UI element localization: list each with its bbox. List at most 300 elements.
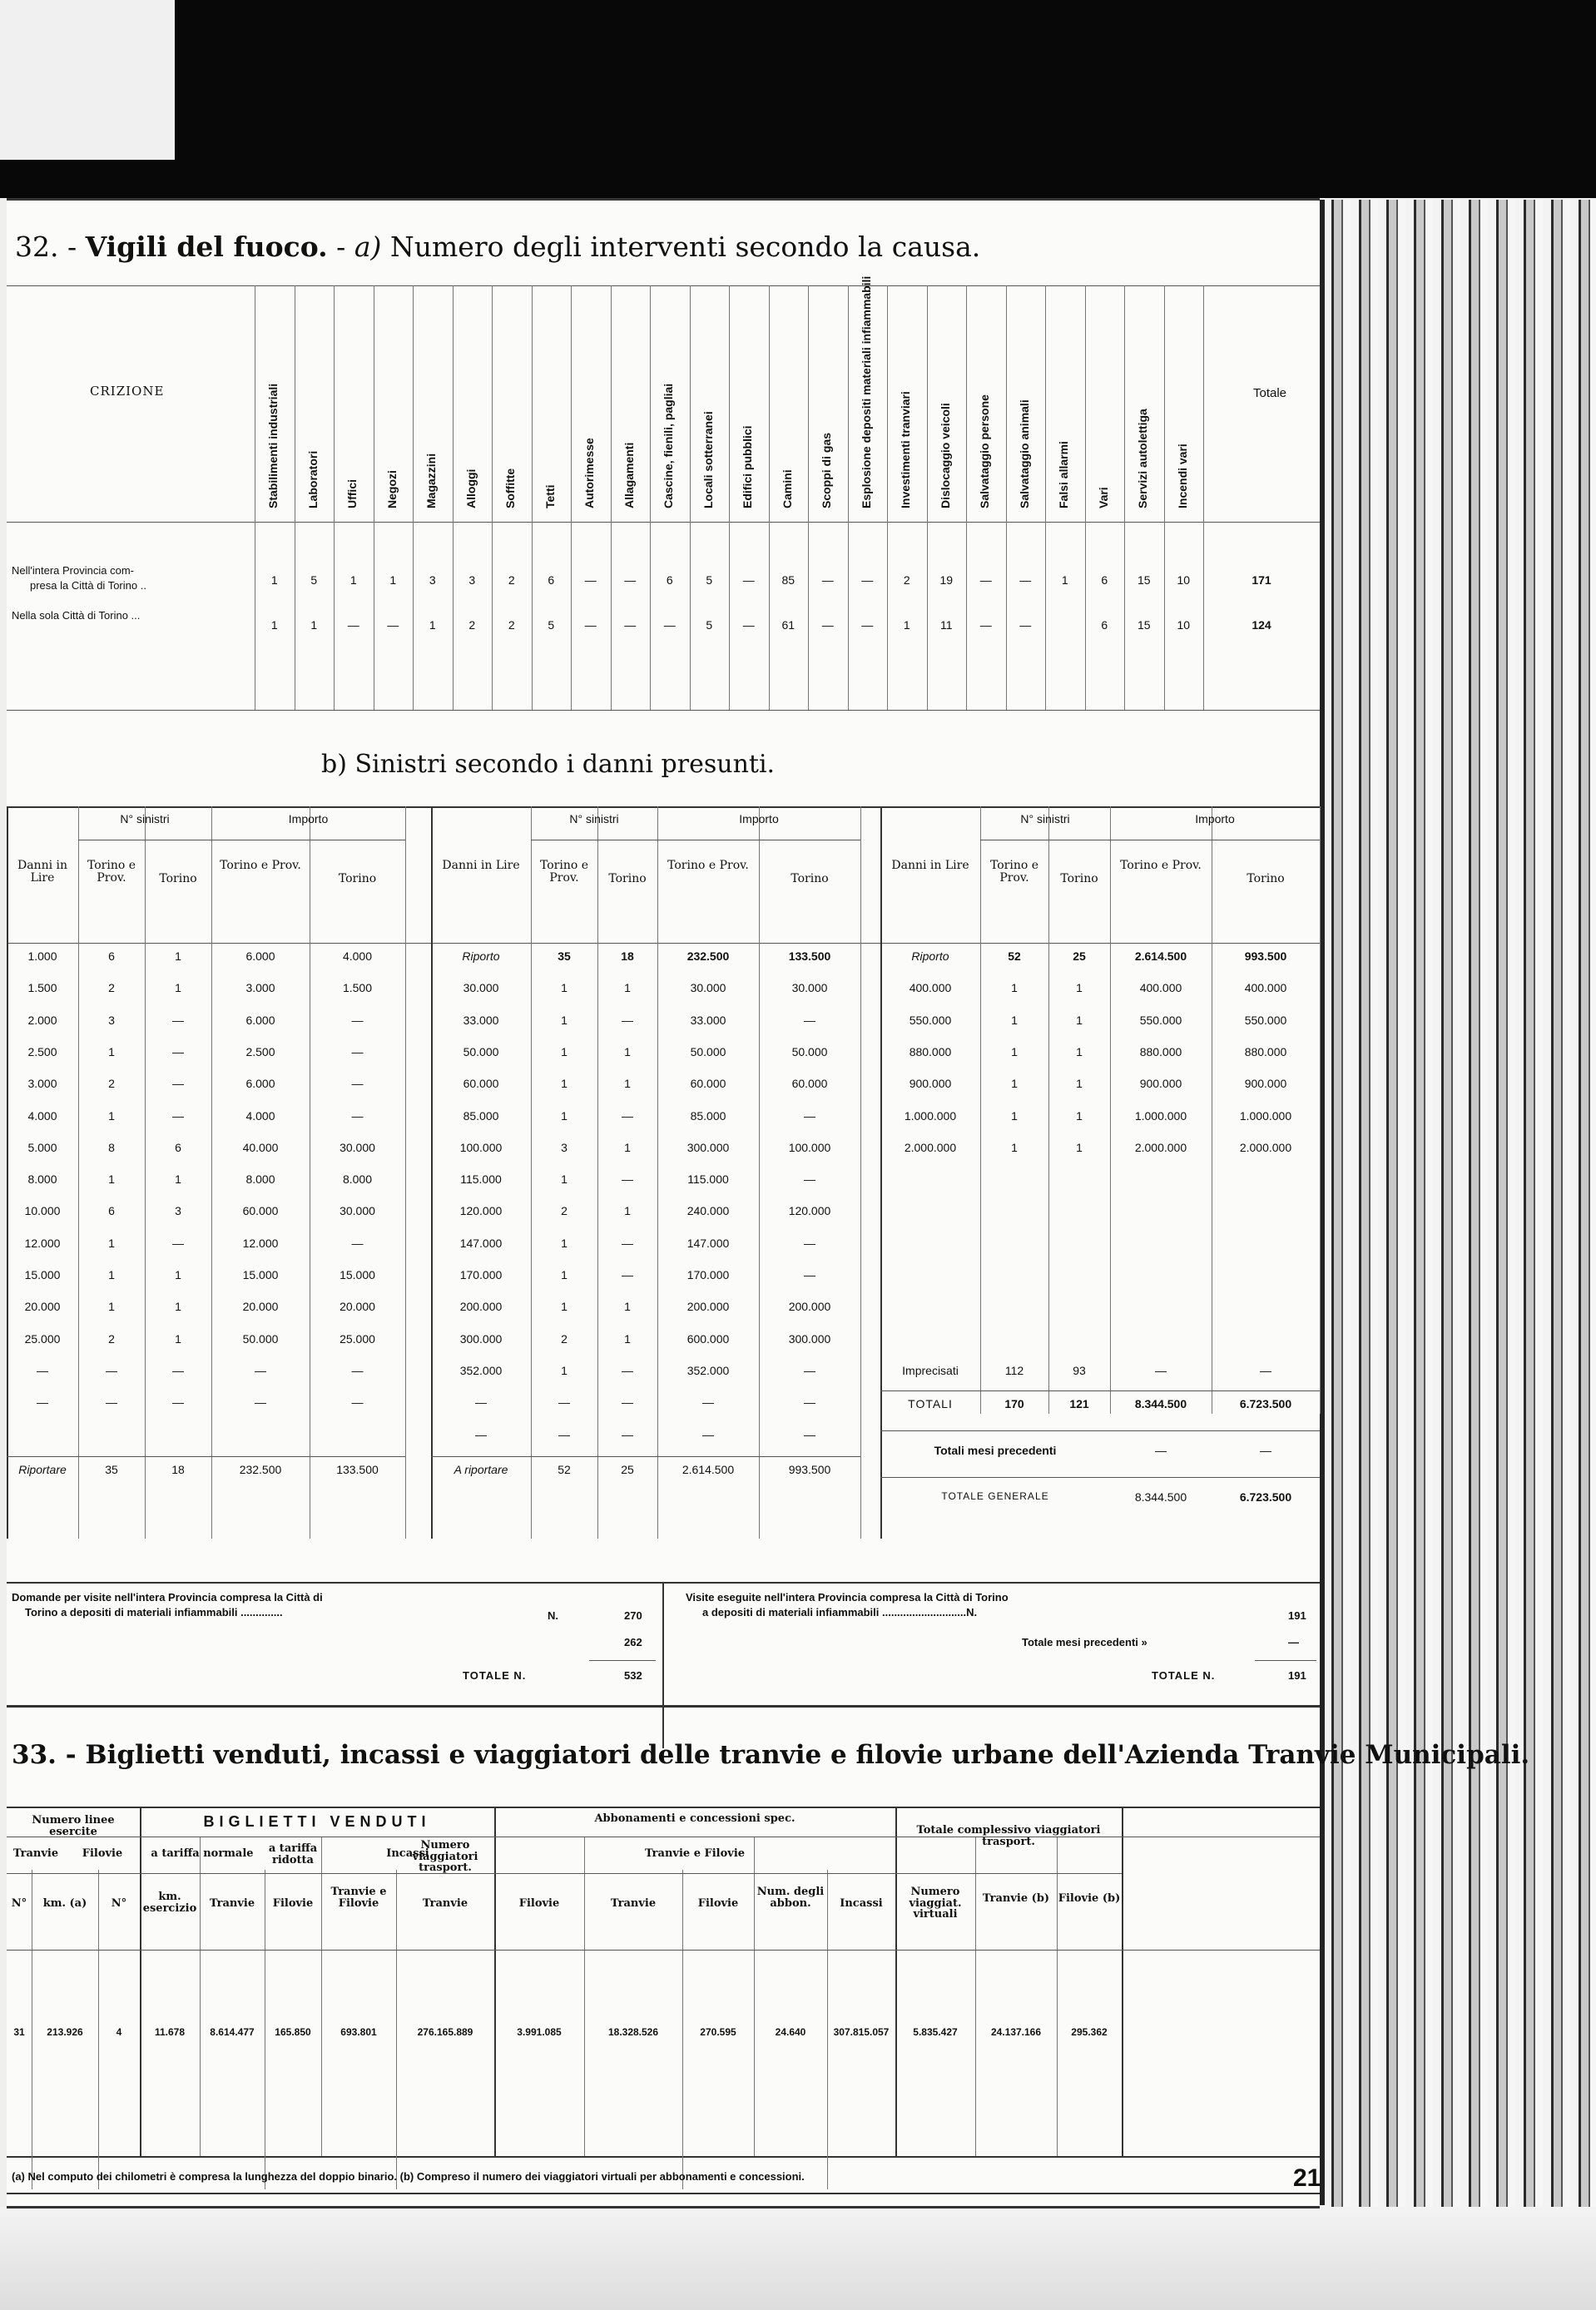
table-b-cell: 1	[561, 1236, 568, 1250]
table-b-cell: 170.000	[459, 1268, 503, 1281]
cause-header: Edifici pubblici	[741, 425, 754, 508]
table-b-cell: 352.000	[459, 1363, 503, 1377]
header-torino: Torino	[608, 872, 647, 885]
table-b-cell: 60.000	[242, 1204, 279, 1218]
riporto-cell: 35	[558, 949, 571, 963]
table-b-cell: 1	[175, 1268, 181, 1281]
header-torino: Torino	[1247, 872, 1285, 885]
table-b-cell: 240.000	[686, 1204, 730, 1218]
cause-header: Incendi vari	[1175, 444, 1189, 508]
table-a-col-rule	[532, 285, 533, 710]
table-b-cell: 1	[1011, 1044, 1018, 1058]
imprecisati-cell: 93	[1073, 1363, 1086, 1377]
section32-sub-letter: a)	[354, 231, 382, 263]
header-importo: Importo	[1195, 812, 1235, 825]
table-a-col-rule	[492, 285, 493, 710]
table-a-cell: 11	[939, 618, 953, 632]
cause-header: Cascine, fienili, pagliai	[662, 383, 675, 508]
table-b-cell: 2	[108, 1331, 115, 1346]
table-b-cell: 2	[561, 1331, 568, 1346]
table-a-cell: 15	[1137, 618, 1151, 632]
visits-left-sum-rule	[589, 1660, 656, 1661]
table-a-header-rule	[7, 522, 1320, 523]
foot-rule	[7, 1456, 405, 1457]
riportare-cell: A riportare	[454, 1462, 508, 1476]
table-b-cell: 2	[108, 981, 115, 995]
table-b-cell: 600.000	[686, 1331, 730, 1346]
visits-right-value: 191	[1288, 1609, 1306, 1622]
table-b-cell: —	[351, 1044, 364, 1058]
table-a-col-rule	[1006, 285, 1007, 710]
table-a-cell: —	[387, 618, 399, 632]
table-a-col-rule	[1124, 285, 1125, 710]
totale-gen-label: TOTALE GENERALE	[941, 1490, 1049, 1503]
table-a-col-rule	[334, 285, 335, 710]
header-torino: Torino	[791, 872, 829, 885]
visits-right-line1: Visite eseguite nell'intera Provincia compresa la Città di Torino	[686, 1591, 1009, 1604]
t33-col-rule	[584, 1837, 585, 2156]
table-b-cell: 1	[561, 1044, 568, 1058]
cause-header: Esplosione depositi materiali infiammabili	[859, 275, 873, 508]
table-b-cell: —	[172, 1044, 184, 1058]
visits-right-sum-rule	[1255, 1660, 1316, 1661]
t33-header-tariffa-normale: a tariffa normale	[151, 1847, 254, 1860]
cause-header: Locali sotterranei	[701, 411, 715, 508]
riporto-cell: 993.500	[1244, 949, 1287, 963]
totali-cell: TOTALI	[908, 1397, 953, 1411]
table-a-cell: 1	[1061, 573, 1068, 587]
table-b-cell: —	[172, 1108, 184, 1123]
t33-value-cell: 165.850	[275, 2026, 311, 2038]
table-b-cell: 33.000	[690, 1013, 726, 1027]
table-b-cell: —	[622, 1236, 633, 1250]
table-b-cell: —	[702, 1427, 714, 1441]
table-b-cell: 115.000	[687, 1172, 729, 1187]
table-b-cell: 20.000	[24, 1300, 61, 1314]
table-a-col-rule	[690, 285, 691, 710]
totali-prec-v1: —	[1155, 1444, 1167, 1458]
table-a-cell: 1	[349, 573, 357, 587]
page-bottom-rule	[7, 2193, 1320, 2194]
riporto-cell: 18	[621, 949, 634, 963]
totale-gen-v2: 6.723.500	[1239, 1490, 1292, 1504]
riporto-cell: Riporto	[911, 949, 949, 963]
table-a-col-rule	[927, 285, 928, 710]
table-b-cell: —	[804, 1363, 815, 1377]
table-a-cell: —	[584, 618, 597, 632]
table-b-cell: 1	[1076, 1013, 1083, 1027]
table-b-cell: 6	[108, 949, 115, 963]
section33-title: 33. - Biglietti venduti, incassi e viaggiatori delle tranvie e filovie urbane dell'Azienda Tranvie Municipali.	[12, 1740, 1530, 1770]
table-b-cell: —	[622, 1395, 633, 1410]
totali-prec-label: Totali mesi precedenti	[934, 1444, 1057, 1458]
table-a-cell: 61	[781, 618, 796, 632]
table-b-top-rule	[7, 806, 1320, 808]
t33-col-rule	[1057, 1837, 1058, 2156]
table-b-cell: 1	[108, 1268, 115, 1281]
table-a-cell: —	[663, 618, 676, 632]
table-b-cell: 15.000	[24, 1268, 61, 1281]
totali-prec-v2: —	[1260, 1444, 1271, 1458]
table-a-cell: 6	[1101, 573, 1108, 587]
t33-header-filovie-inc: Filovie	[518, 1897, 560, 1910]
table-b-cell: 8.000	[27, 1172, 57, 1187]
header-nsinistri: N° sinistri	[120, 812, 170, 825]
table-b-cell: 1	[624, 1300, 631, 1314]
table-b-cell: 2.000.000	[1134, 1140, 1187, 1154]
table-b-cell: 4.000	[27, 1108, 57, 1123]
table-b-cell: 1	[561, 1172, 568, 1187]
table-b-cell: 60.000	[690, 1077, 726, 1091]
visits-left-total-value: 532	[624, 1669, 642, 1682]
table-b-cell: 1	[1076, 1108, 1083, 1123]
scan-corner-light	[0, 0, 175, 160]
table-a-cell: 15	[1137, 573, 1151, 587]
riportare-cell: 25	[621, 1462, 634, 1476]
table-b-col-rule	[1320, 806, 1321, 1414]
table-a-col-rule	[650, 285, 651, 710]
scan-bottom-margin	[0, 2207, 1596, 2310]
t33-value-cell: 18.328.526	[607, 2026, 659, 2038]
visits-right-prev-label: Totale mesi precedenti »	[1022, 1636, 1147, 1648]
table-b-cell: —	[622, 1172, 633, 1187]
table-b-cell: 1	[624, 981, 631, 995]
table-b-cell: —	[804, 1427, 815, 1441]
table-b-cell: 40.000	[242, 1140, 279, 1154]
t33-value-cell: 213.926	[47, 2026, 83, 2038]
table-b-cell: 1	[624, 1140, 631, 1154]
t33-header-tranvie-viagg: Tranvie	[610, 1897, 657, 1910]
header-torino-prov: Torino e Prov.	[539, 859, 589, 885]
section32-title	[15, 231, 980, 263]
table-a-col-rule	[808, 285, 809, 710]
table-b-cell: 85.000	[463, 1108, 499, 1123]
table-b-cell: 1	[561, 1013, 568, 1027]
table-a-cell: 1	[903, 618, 910, 632]
table-b-cell: 147.000	[459, 1236, 503, 1250]
table-b-cell: 2	[108, 1077, 115, 1091]
t33-value-cell: 24.137.166	[990, 2026, 1042, 2038]
t33-value-cell: 4	[116, 2026, 122, 2038]
table-b-cell: 550.000	[909, 1013, 952, 1027]
cause-header: Autorimesse	[582, 438, 596, 508]
table-a-col-rule	[769, 285, 770, 710]
table-b-cell: 100.000	[459, 1140, 503, 1154]
riportare-cell: 2.614.500	[682, 1462, 735, 1476]
table-a-cell: —	[584, 573, 597, 587]
t33-value-cell: 270.595	[700, 2026, 736, 2038]
table-b-cell: 1	[624, 1077, 631, 1091]
table-b-cell: 300.000	[686, 1140, 730, 1154]
t33-value-cell: 5.835.427	[913, 2026, 958, 2038]
table-b-cell: —	[255, 1395, 266, 1410]
header-danni: Danni in Lire	[891, 859, 969, 872]
table-b-cell: 300.000	[788, 1331, 831, 1346]
table-b-cell: —	[804, 1172, 815, 1187]
t33-header-num-abbon: Num. degli abbon.	[756, 1886, 825, 1910]
table-b-cell: 6.000	[245, 1077, 275, 1091]
t33-header-tariffa-ridotta: a tariffa ridotta	[268, 1842, 318, 1866]
t33-header-incassi: Incassi	[386, 1847, 429, 1860]
table-b-cell: 880.000	[909, 1044, 952, 1058]
visits-right-total-value: 191	[1288, 1669, 1306, 1682]
table-b-cell: —	[172, 1363, 184, 1377]
table-b-cell: —	[804, 1013, 815, 1027]
foot-rule	[431, 1456, 860, 1457]
cause-header: Allagamenti	[622, 442, 636, 508]
t33-header-incassi-abb: Incassi	[840, 1897, 883, 1910]
table-b-cell: 550.000	[1139, 1013, 1182, 1027]
table-b-cell: 8.000	[245, 1172, 275, 1187]
cause-header: Tetti	[543, 484, 557, 508]
table-a-cell: —	[979, 573, 992, 587]
table-b-cell: 2.500	[245, 1044, 275, 1058]
table-a-cell: 1	[270, 618, 278, 632]
section32-separator: -	[336, 231, 346, 263]
table-b-cell: 3.000	[27, 1077, 57, 1091]
table-b-cell: 200.000	[459, 1300, 503, 1314]
t33-bottom-rule	[7, 2156, 1320, 2158]
table-b-cell: 1	[1011, 1013, 1018, 1027]
table-b-cell: 4.000	[245, 1108, 275, 1123]
table-b-cell: 1	[561, 1363, 568, 1377]
table-b-cell: 6	[108, 1204, 115, 1218]
table-b-cell: 1.000.000	[1239, 1108, 1292, 1123]
table-b-cell: 4.000	[342, 949, 373, 963]
t33-header-filovie-tn: Filovie	[272, 1897, 314, 1910]
table-b-cell: 60.000	[463, 1077, 499, 1091]
table-b-cell: 120.000	[459, 1204, 503, 1218]
cause-header: Dislocaggio veicoli	[938, 403, 952, 508]
t33-value-cell: 307.815.057	[833, 2026, 890, 2038]
table-b-cell: 900.000	[1139, 1077, 1182, 1091]
t33-header-filovie: Filovie	[82, 1847, 123, 1860]
table-b-cell: 30.000	[791, 981, 828, 995]
table-b-cell: —	[351, 1108, 364, 1123]
header-nsinistri: N° sinistri	[569, 812, 619, 825]
table-b-cell: —	[172, 1395, 184, 1410]
table-b-cell: 1	[561, 1268, 568, 1281]
table-b-cell: 30.000	[340, 1204, 375, 1218]
table-b-cell: 8	[108, 1140, 115, 1154]
table-b-cell: 1	[1011, 1108, 1018, 1123]
riportare-cell: 232.500	[239, 1462, 282, 1476]
table-b-cell: 3	[175, 1204, 181, 1218]
table-b-cell: 200.000	[788, 1300, 831, 1314]
header-torino-prov: Torino e Prov.	[667, 859, 749, 872]
table-a-cell: 3	[429, 573, 436, 587]
table-a-col-rule	[1045, 285, 1046, 710]
t33-value-cell: 693.801	[340, 2026, 377, 2038]
table-b-group-rule	[880, 806, 882, 1539]
t33-header-tranvie-filovie: Tranvie e Filovie	[644, 1847, 746, 1860]
table-a-col-rule	[571, 285, 572, 710]
table-b-cell: —	[351, 1395, 364, 1410]
table-a-desc-header: CRIZIONE	[90, 384, 165, 399]
table-b-cell: 400.000	[1244, 981, 1287, 995]
t33-value-cell: 31	[13, 2026, 25, 2038]
header-torino: Torino	[338, 872, 377, 885]
table-a-col-rule	[1164, 285, 1165, 710]
cause-header: Alloggi	[463, 468, 478, 508]
table-b-cell: 1	[108, 1108, 115, 1123]
visits-right-total-label: TOTALE N.	[1152, 1669, 1216, 1682]
t33-value-cell: 24.640	[775, 2026, 806, 2038]
table-b-cell: 6	[175, 1140, 181, 1154]
header-torino: Torino	[1060, 872, 1098, 885]
header-torino-prov: Torino e Prov.	[1120, 859, 1202, 872]
table-a-cell: —	[821, 573, 834, 587]
table-b-cell: 1	[1011, 1140, 1018, 1154]
cause-header: Salvataggio animali	[1017, 399, 1031, 508]
table-a-cell: 5	[706, 573, 713, 587]
t33-header-viagg-virt: Numero viaggiat. virtuali	[909, 1886, 962, 1921]
cause-header: Camini	[780, 469, 794, 508]
section32b-title: b) Sinistri secondo i danni presunti.	[321, 750, 776, 779]
table-b-cell: 50.000	[242, 1331, 279, 1346]
t33-value-cell: 11.678	[154, 2026, 186, 2038]
row-label-line2: presa la Città di Torino ..	[30, 579, 146, 592]
table-b-cell: 50.000	[791, 1044, 828, 1058]
table-b-cell: 3	[561, 1140, 568, 1154]
table-a-cell: 10	[1177, 618, 1191, 632]
table-b-cell: 900.000	[1244, 1077, 1287, 1091]
t33-rule3	[7, 1950, 1320, 1951]
table-b-cell: 550.000	[1244, 1013, 1287, 1027]
table-a-cell: —	[821, 618, 834, 632]
table-b-cell: 6.000	[245, 1013, 275, 1027]
table-b-cell: 15.000	[242, 1268, 279, 1281]
t33-header-tranvie-b: Tranvie (b)	[982, 1892, 1050, 1905]
book-spine-edges	[1323, 200, 1596, 2310]
table-b-cell: 147.000	[686, 1236, 730, 1250]
table-a-col-rule	[453, 285, 454, 710]
table-b-cell: 120.000	[788, 1204, 831, 1218]
table-b-cell: —	[622, 1268, 633, 1281]
table-a-total-cell: 171	[1252, 573, 1271, 587]
totali-cell: 6.723.500	[1239, 1397, 1292, 1411]
section33-top-rule	[7, 1705, 1320, 1708]
t33-header-n: N°	[11, 1897, 27, 1910]
table-b-cell: 1.000.000	[1134, 1108, 1187, 1123]
table-b-cell: 1	[175, 949, 181, 963]
table-b-cell: 33.000	[463, 1013, 499, 1027]
totali-cell: 170	[1004, 1397, 1024, 1411]
cause-header: Salvataggio persone	[978, 394, 991, 508]
table-b-cell: 1	[175, 1172, 181, 1187]
table-b-cell: —	[558, 1427, 570, 1441]
cause-header: Servizi autolettiga	[1136, 409, 1149, 508]
table-a-cell: —	[624, 618, 637, 632]
table-b-cell: 30.000	[340, 1140, 375, 1154]
table-a-cell: 2	[508, 573, 515, 587]
table-a-col-rule	[887, 285, 888, 710]
totale-gen-v1: 8.344.500	[1134, 1490, 1187, 1504]
table-a-top-rule	[7, 285, 1320, 286]
riporto-cell: 232.500	[686, 949, 730, 963]
table-b-cell: —	[558, 1395, 570, 1410]
table-b-cell: 2.500	[27, 1044, 57, 1058]
t33-value-cell: 276.165.889	[417, 2026, 473, 2038]
table-b-cell: —	[804, 1108, 815, 1123]
riporto-cell: Riporto	[462, 949, 500, 963]
table-b-cell: —	[702, 1395, 714, 1410]
visits-left-line1: Domande per visite nell'intera Provincia compresa la Città di	[12, 1591, 323, 1604]
table-b-cell: 1.500	[342, 981, 373, 995]
table-a-cell: 5	[310, 573, 318, 587]
table-b-cell: 400.000	[909, 981, 952, 995]
table-a-cell: 6	[1101, 618, 1108, 632]
cause-header: Uffici	[345, 479, 359, 508]
table-b-cell: —	[106, 1363, 117, 1377]
row-label-line1: Nell'intera Provincia com-	[12, 564, 134, 577]
t33-col-rule	[754, 1837, 755, 2156]
table-a-cell: 19	[939, 573, 954, 587]
table-b-cell: —	[351, 1077, 364, 1091]
table-a-col-rule	[1085, 285, 1086, 710]
table-a-cell: 2	[468, 618, 476, 632]
cause-header: Investimenti tranviari	[899, 391, 912, 508]
header-danni: Danni in Lire	[442, 859, 520, 872]
t33-value-cell: 3.991.085	[517, 2026, 562, 2038]
table-b-cell: 1	[561, 1300, 568, 1314]
table-b-cell: 30.000	[463, 981, 499, 995]
t33-value-cell: 8.614.477	[210, 2026, 255, 2038]
table-b-cell: —	[37, 1395, 48, 1410]
table-a-cell: 2	[903, 573, 910, 587]
cause-header: Soffitte	[503, 468, 517, 508]
table-b-cell: —	[106, 1395, 117, 1410]
table-a-cell: 1	[270, 573, 278, 587]
table-b-cell: —	[475, 1427, 487, 1441]
table-b-cell: —	[622, 1108, 633, 1123]
cause-header: Magazzini	[424, 453, 438, 508]
section32-main-title: Vigili del fuoco.	[85, 231, 328, 263]
table-a-cell: —	[624, 573, 637, 587]
table-b-cell: 2.000.000	[904, 1140, 957, 1154]
header-danni: Danni in Lire	[17, 859, 68, 885]
table-b-cell: —	[351, 1013, 364, 1027]
riporto-cell: 2.614.500	[1134, 949, 1187, 963]
table-b-cell: 1	[175, 1331, 181, 1346]
visits-right-line2: a depositi di materiali infiammabili ............................N.	[702, 1606, 978, 1618]
table-b-col-rule	[405, 806, 406, 1539]
table-b-cell: 1	[175, 981, 181, 995]
table-b-cell: —	[475, 1395, 487, 1410]
table-b-cell: 25.000	[24, 1331, 61, 1346]
table-b-cell: 1	[108, 1236, 115, 1250]
table-b-cell: 1	[108, 1300, 115, 1314]
table-b-cell: 2.000.000	[1239, 1140, 1292, 1154]
riportare-cell: Riportare	[18, 1462, 67, 1476]
t33-value-cell: 295.362	[1071, 2026, 1108, 2038]
table-a-cell: —	[979, 618, 992, 632]
table-a-col-rule	[729, 285, 730, 710]
t33-col-rule	[321, 1837, 322, 2156]
table-a-cell: 1	[429, 618, 436, 632]
table-a-cell: 85	[781, 573, 796, 587]
riporto-cell: 133.500	[788, 949, 831, 963]
table-b-cell: 1	[624, 1331, 631, 1346]
cause-header: Scoppi di gas	[820, 432, 833, 508]
t33-header-biglietti: BIGLIETTI VENDUTI	[203, 1813, 431, 1830]
table-b-cell: 25.000	[340, 1331, 375, 1346]
table-b-cell: 1	[561, 981, 568, 995]
table-b-cell: 1	[624, 1204, 631, 1218]
t33-group-rule	[1122, 1807, 1123, 2156]
table-b-cell: 50.000	[463, 1044, 499, 1058]
table-a-cell: —	[742, 618, 755, 632]
